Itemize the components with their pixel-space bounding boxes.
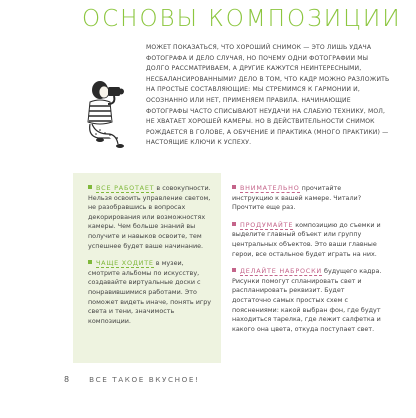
square-bullet-icon [232,268,236,272]
tip-text: композицию до съемки и выделите главный объект или группу центральных объектов. Это ваши главные герои, все остальное будет играть на них. [232,220,381,258]
tip-item [88,259,214,326]
square-bullet-icon [232,185,236,189]
photographer-illustration [78,78,142,158]
left-tips-column [88,184,214,334]
tip-item [88,184,214,251]
page-title: ОСНОВЫ КОМПОЗИЦИИ [82,6,402,32]
tip-text: в музеи, смотрите альбомы по искусству, создавайте виртуальные доски с понравившимися работами. Это поможет видеть иначе, понять игру света и тени, значимость композиции. [88,259,212,325]
tip-highlight: ДЕЛАЙТЕ НАБРОСКИ [240,267,322,276]
tip-text: прочитайте инструкцию к вашей камере. Читали? Прочтите еще раз. [232,184,362,212]
tip-item [232,184,382,213]
page-footer [64,375,199,384]
tip-highlight: ПРОДУМАЙТЕ [240,220,294,229]
square-bullet-icon [88,260,92,264]
tip-item [232,221,382,259]
page-number: 8 [64,375,70,384]
square-bullet-icon [88,185,92,189]
tip-highlight: ЧАЩЕ ХОДИТЕ [96,259,154,268]
tip-highlight: ВНИМАТЕЛЬНО [240,184,300,192]
running-title: ВСЕ ТАКОЕ ВКУСНОЕ! [89,375,200,384]
tip-item [232,267,382,334]
tip-highlight: ВСЕ РАБОТАЕТ [96,184,155,192]
right-tips-column [232,184,382,342]
intro-paragraph: МОЖЕТ ПОКАЗАТЬСЯ, ЧТО ХОРОШИЙ СНИМОК — ЭТО ЛИШЬ УДАЧА ФОТОГРАФА И ДЕЛО СЛУЧАЯ, НО ПОЧЕМУ ОДНИ ФОТОГРАФИИ МЫ ДОЛГО РАССМАТРИВАЕМ, А ДРУГИЕ КАЖУТСЯ НЕИНТЕРЕСНЫМИ, НЕСБАЛАНСИРОВАННЫМИ? ДЕЛО В ТОМ, ЧТО КАДР МОЖНО РАЗЛОЖИТЬ НА ПРОСТЫЕ СОСТАВЛЯЮЩИЕ: МЫ СТРЕМИМСЯ К ГАРМОНИИ И, ОСОЗНАННО ИЛИ НЕТ, ПРИМЕНЯЕМ ПРАВИЛА. НАЧИНАЮЩИЕ ФОТОГРАФЫ ЧАСТО СПИСЫВАЮТ НЕУДАЧИ НА СЛАБУЮ ТЕХНИКУ, МОЛ, НЕ ХВАТАЕТ ХОРОШЕЙ КАМЕРЫ. НО В ДЕЙСТВИТЕЛЬНОСТИ СНИМОК РОЖДАЕТСЯ В ГОЛОВЕ, А ОБУЧЕНИЕ И ПРАКТИКА (МНОГО ПРАКТИКИ) — НАСТОЯЩИЕ КЛЮЧИ К УСПЕХУ. [146,44,390,147]
intro-text [146,43,390,149]
tip-text: в совокупности. Нельзя освоить управление светом, не разобравшись в вопросах декорирования или возможностях камеры. Чем больше знаний вы получите и навыков освоите, тем успешнее будет ваше начинание. [88,184,211,250]
square-bullet-icon [232,222,236,226]
tip-text: будущего кадра. Рисунки помогут спланировать свет и распланировать реквизит. Будет достаточно самых простых схем с пояснениями: какой выбран фон, где будут находиться тарелка, где лежит салфетка и какого она цвета, откуда поступает свет. [232,267,382,333]
